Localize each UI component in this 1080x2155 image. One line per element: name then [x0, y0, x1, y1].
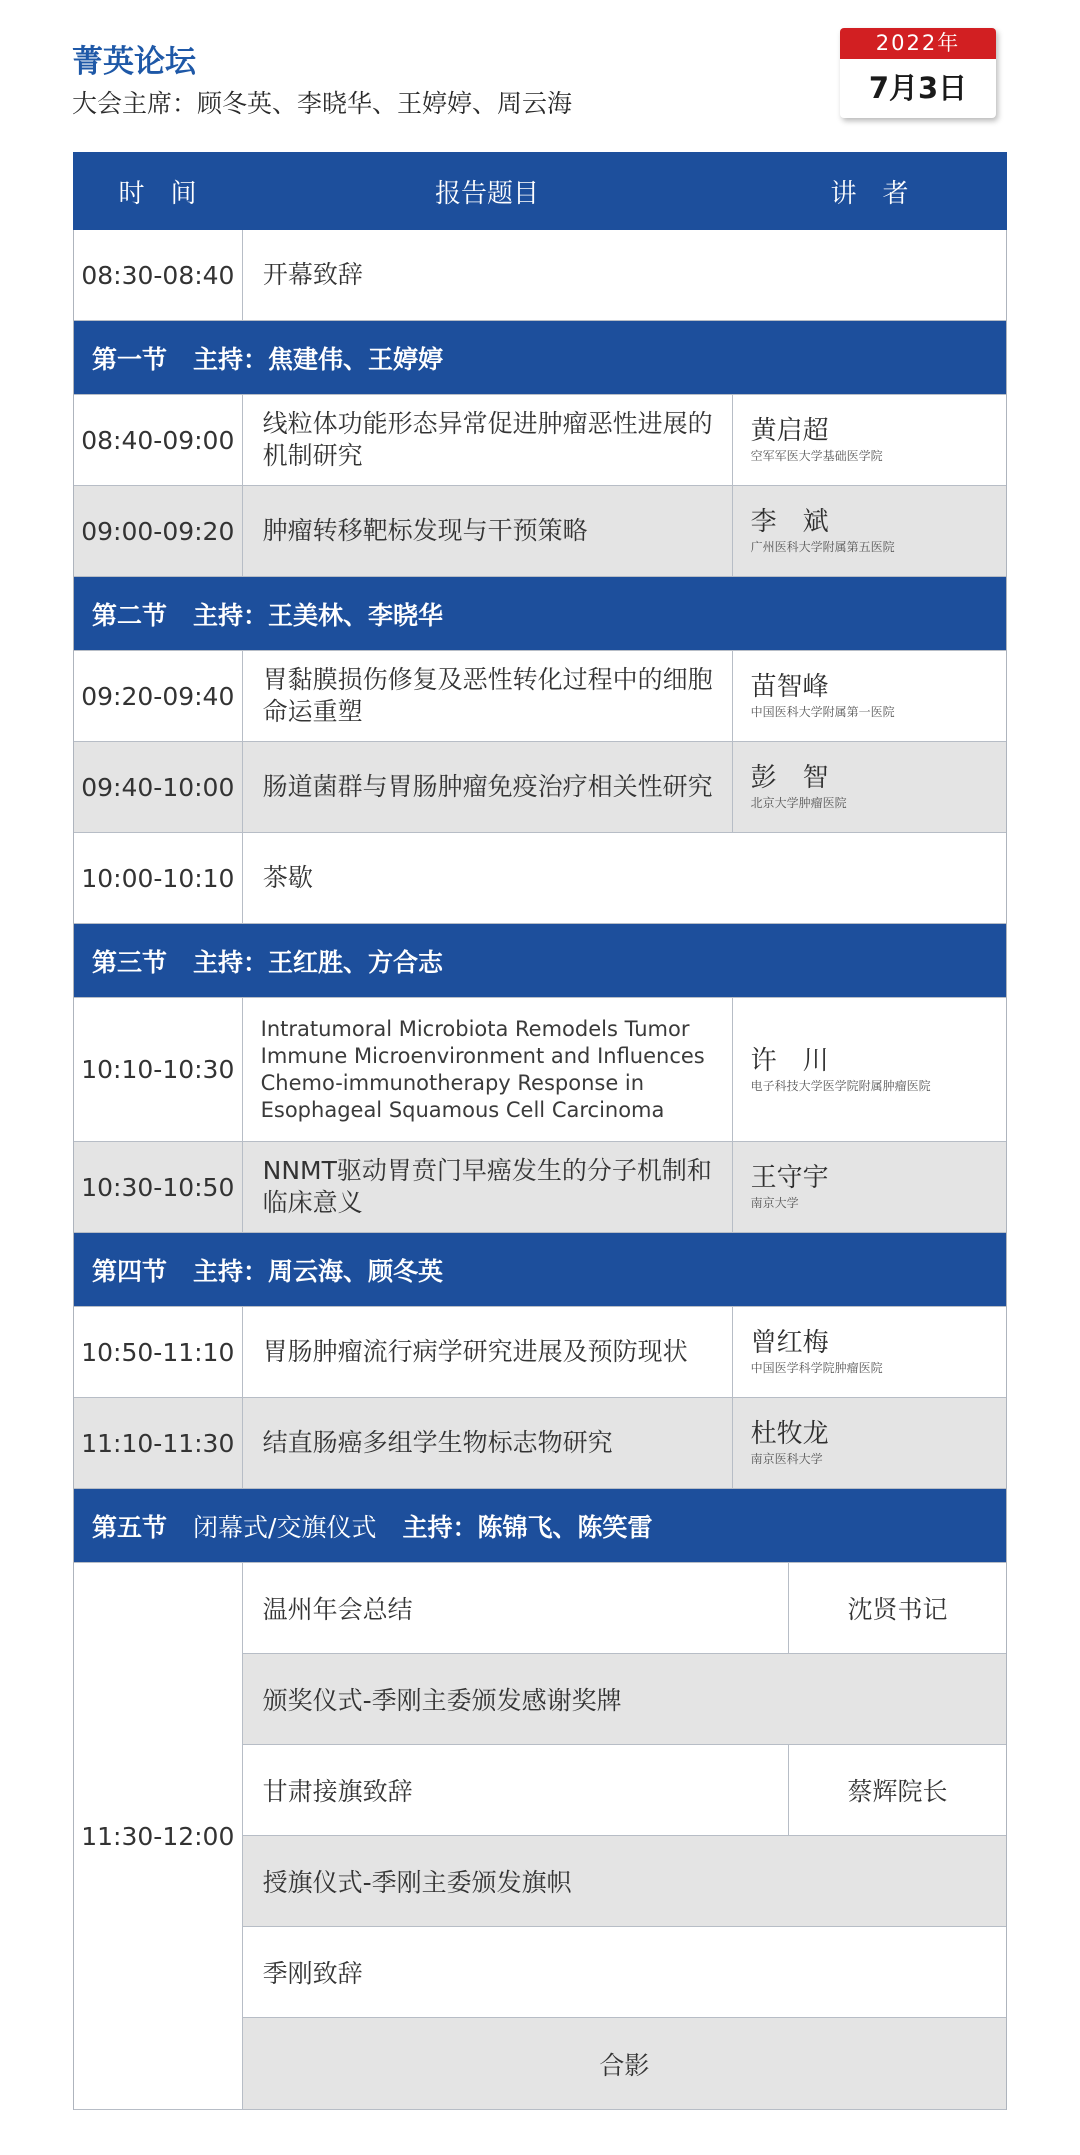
section-hosts: 主持：陈锦飞、陈笑雷	[402, 1512, 653, 1542]
section-hosts: 主持：王红胜、方合志	[193, 947, 444, 977]
row-time: 08:30-08:40	[74, 230, 243, 320]
row-time: 10:50-11:10	[74, 1307, 243, 1397]
closing-item-topic: 授旗仪式-季刚主委颁发旗帜	[262, 1868, 572, 1897]
section-label: 第二节	[92, 600, 168, 630]
closing-items	[243, 1563, 1006, 2109]
speaker-institution: 南京医科大学	[750, 1452, 823, 1466]
speaker-name: 许 川	[750, 1045, 829, 1076]
row-speaker	[732, 1307, 1006, 1397]
header-topic: 报告题目	[434, 178, 539, 209]
table-row	[74, 395, 1006, 486]
closing-item	[243, 1745, 1006, 1836]
table-row-opening	[74, 230, 1006, 321]
schedule-rows	[73, 230, 1007, 2110]
closing-item-speaker: 蔡辉院长	[788, 1745, 1006, 1835]
row-time: 09:00-09:20	[74, 486, 243, 576]
closing-item-topic: 温州年会总结	[262, 1595, 413, 1624]
header-time: 时 间	[118, 178, 197, 209]
row-topic: 茶歇	[262, 863, 313, 892]
speaker-institution: 中国医学科学院肿瘤医院	[750, 1361, 883, 1375]
closing-item	[243, 1654, 1006, 1745]
forum-title: 菁英论坛	[72, 44, 196, 80]
row-topic: 结直肠癌多组学生物标志物研究	[262, 1428, 613, 1457]
section-label: 第五节	[92, 1512, 168, 1542]
speaker-name: 曾红梅	[750, 1328, 829, 1358]
speaker-name: 李 斌	[750, 507, 829, 537]
section-label: 第一节	[92, 344, 168, 374]
chairs-line: 大会主席：顾冬英、李晓华、王婷婷、周云海	[72, 89, 573, 118]
closing-time: 11:30-12:00	[74, 1563, 243, 2109]
closing-item	[243, 1836, 1006, 1927]
row-time: 10:00-10:10	[74, 833, 243, 923]
speaker-name: 彭 智	[750, 763, 829, 793]
row-speaker	[732, 998, 1006, 1141]
speaker-name: 王守宇	[750, 1163, 829, 1193]
speaker-name: 杜牧龙	[750, 1419, 829, 1449]
table-row	[74, 1307, 1006, 1398]
row-topic: 线粒体功能形态异常促进肿瘤恶性进展的机制研究	[262, 409, 713, 470]
closing-item	[243, 2018, 1006, 2109]
date-badge	[840, 28, 996, 118]
header-speaker: 讲 者	[830, 178, 909, 209]
row-time: 09:20-09:40	[74, 651, 243, 741]
date-year: 2022年	[840, 28, 996, 59]
row-time: 11:10-11:30	[74, 1398, 243, 1488]
row-speaker	[732, 486, 1006, 576]
section-hosts: 主持：焦建伟、王婷婷	[193, 344, 444, 374]
section-bar-3	[74, 924, 1006, 998]
speaker-institution: 北京大学肿瘤医院	[750, 796, 847, 810]
date-day: 7月3日	[868, 71, 968, 105]
section-bar-4	[74, 1233, 1006, 1307]
row-speaker	[732, 1142, 1006, 1232]
row-topic: 胃肠肿瘤流行病学研究进展及预防现状	[262, 1337, 688, 1366]
row-time: 09:40-10:00	[74, 742, 243, 832]
closing-item-speaker: 沈贤书记	[788, 1563, 1006, 1653]
closing-item-topic: 甘肃接旗致辞	[262, 1777, 413, 1806]
row-speaker	[732, 651, 1006, 741]
table-row	[74, 742, 1006, 833]
speaker-institution: 电子科技大学医学院附属肿瘤医院	[750, 1078, 931, 1093]
speaker-institution: 广州医科大学附属第五医院	[750, 540, 895, 554]
section-bar-1	[74, 321, 1006, 395]
closing-item-topic: 合影	[599, 2050, 650, 2080]
row-time: 08:40-09:00	[74, 395, 243, 485]
speaker-institution: 南京大学	[750, 1196, 799, 1210]
row-topic: 肿瘤转移靶标发现与干预策略	[262, 516, 588, 545]
table-row	[74, 1398, 1006, 1489]
row-topic: Intratumoral Microbiota Remodels Tumor Immune Microenvironment and Influences Chemo-immunotherapy Response in Esophageal Squamous Cell Carcinoma	[260, 1016, 705, 1122]
section-label: 第四节	[92, 1256, 168, 1286]
speaker-name: 苗智峰	[750, 672, 829, 702]
row-topic: 开幕致辞	[262, 260, 363, 289]
row-topic: 肠道菌群与胃肠肿瘤免疫治疗相关性研究	[262, 772, 713, 801]
table-row	[74, 486, 1006, 577]
speaker-name: 黄启超	[750, 416, 829, 446]
section-subtitle: 闭幕式/交旗仪式	[193, 1512, 377, 1542]
speaker-institution: 空军军医大学基础医学院	[750, 449, 883, 463]
section-label: 第三节	[92, 947, 168, 977]
closing-item	[243, 1927, 1006, 2018]
row-time: 10:30-10:50	[74, 1142, 243, 1232]
closing-item	[243, 1563, 1006, 1654]
row-speaker	[732, 395, 1006, 485]
row-speaker	[732, 1398, 1006, 1488]
row-topic: 胃黏膜损伤修复及恶性转化过程中的细胞命运重塑	[262, 665, 713, 726]
table-row	[74, 651, 1006, 742]
table-row-break	[74, 833, 1006, 924]
table-row	[74, 1142, 1006, 1233]
row-speaker	[732, 742, 1006, 832]
closing-item-topic: 颁奖仪式-季刚主委颁发感谢奖牌	[262, 1686, 622, 1715]
row-time: 10:10-10:30	[74, 998, 243, 1141]
section-hosts: 主持：周云海、顾冬英	[193, 1256, 444, 1286]
section-hosts: 主持：王美林、李晓华	[193, 600, 444, 630]
schedule-table	[73, 152, 1007, 2110]
table-header	[73, 152, 1007, 230]
closing-block	[74, 1563, 1006, 2110]
section-bar-5	[74, 1489, 1006, 1563]
row-topic: NNMT驱动胃贲门早癌发生的分子机制和临床意义	[262, 1156, 712, 1217]
speaker-institution: 中国医科大学附属第一医院	[750, 705, 895, 719]
section-bar-2	[74, 577, 1006, 651]
table-row	[74, 998, 1006, 1142]
closing-item-topic: 季刚致辞	[262, 1959, 363, 1988]
